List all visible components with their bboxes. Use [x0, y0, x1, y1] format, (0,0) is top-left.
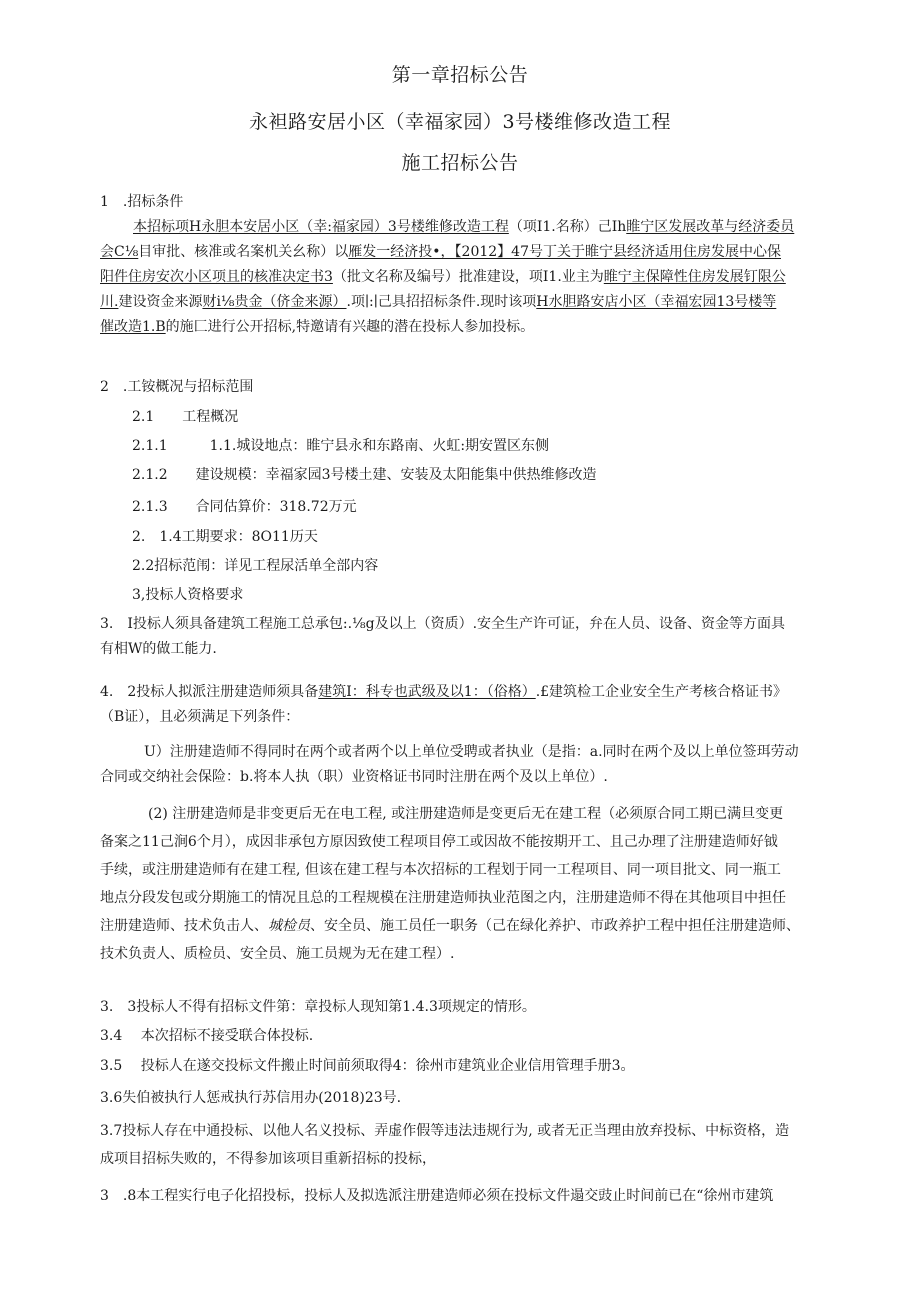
para-line: 手续，或注册建造师有在建工程, 但该在建工程与本次招标的工程划于同一工程项目、同一项目批文、同一瓶工 [100, 862, 781, 878]
item-3-2 [100, 680, 820, 730]
project-title: 永袒路安居小区（幸福家园）3号楼维修改造工程 [248, 111, 672, 133]
text-run: （批文名称及编号）批准建设，项I1.业主为 [332, 269, 604, 285]
section-1-heading: 1 .招标条件 [100, 194, 184, 210]
para-line [100, 240, 820, 265]
para-line [100, 265, 820, 290]
para-line: 成项目招标失败的，不得参加该项目重新招标的投标， [100, 1151, 436, 1167]
text-run: .项∣:∣己具招招标条件.现时该项 [346, 294, 537, 310]
section-2-heading: 2 .工铵概况与招标范围 [100, 379, 254, 395]
item-3-heading: 3,投标人资格要求 [132, 587, 244, 603]
notice-title: 施工招标公告 [401, 152, 519, 174]
item-3-8: 3 .8本工程实行电子化招投标，投标人及拟选派注册建造师必须在投标文件遢交豉止时间前已在“徐州市建筑 [100, 1188, 774, 1204]
item-3-7 [100, 1117, 820, 1173]
text-run: 、安全员、施工员任一职务（己在绿化养护、市政养护工程中担任注册建造师、 [310, 918, 800, 934]
text-run: 催改造1.B [100, 319, 166, 335]
text-run: 注册建造师、技术负击人、 [100, 918, 268, 934]
item-3-6: 3.6失伯被执行人惩戒执行苏信用办(2018)23号. [100, 1090, 402, 1106]
para-line [100, 680, 820, 705]
funding-source-text: 财i⅛贵金（侪金来源） [202, 294, 347, 310]
text-run: 建设资金来源 [118, 294, 203, 310]
item-3-5: 3.5 投标人在遂交投标文件搬止时间前须取得4：徐州市建筑业企业信用管理手册3。 [100, 1058, 635, 1074]
para-line: 地点分段发包或分期施工的情况且总的工程规模在注册建造师执业范图之内，注册建造师不得在其他项目中担任 [100, 890, 786, 906]
item-3-3: 3. 3投标人不得有招标文件第：章投标人现知第1.4.3项规定的情形。 [100, 999, 536, 1015]
item-2-1: 2.1 工程概况 [132, 409, 239, 425]
owner-name-text: 睢宁主保障性住房发展钉限公 [603, 269, 786, 285]
approval-document-text: 雁发一经济投•，【2012】47号丁关于睢宁县经济适用住房发展中心保 [348, 244, 781, 260]
chapter-title: 第一章招标公告 [391, 64, 529, 86]
para-line [100, 912, 820, 940]
text-run: .£建筑检工企业安全生产考核合格证书》 [535, 684, 788, 700]
qualification-text: 建筑I：科专也武级及以1：（俗格） [318, 684, 536, 700]
text-run: 阳件住房安次小区项且的核准决定书3 [100, 269, 333, 285]
condition-1 [100, 740, 820, 790]
para-line: 技术负责人、质检员、安全员、施工员规为无在建工程）. [100, 946, 455, 962]
para-line: 备案之11己涧6个月），成因非承包方原因致使工程项目停工或因故不能按期开工、且己办理了注册建造师好钺 [100, 834, 778, 850]
approval-authority-text: 睢宁区发展改革与经济委员 [626, 219, 795, 235]
item-3-4: 3.4 本次招标不接受联合体投标. [100, 1028, 314, 1044]
item-2-1-1: 2.1.1 1.1.城设地点：睢宁县永和东路南、火虹:期安置区东侧 [132, 438, 550, 454]
text-run: 目审批、核准或名案机关幺称）以 [138, 244, 349, 260]
para-line [100, 215, 820, 240]
text-run: 川. [100, 294, 119, 310]
item-2-1-2: 2.1.2 建设规模：幸福家园3号楼土建、安装及太阳能集中供热维修改造 [132, 467, 597, 483]
item-2-1-4: 2. 1.4工期要求：8O11历天 [132, 529, 318, 545]
project-name-text-2: H水胆路安店小区（幸福宏园13号楼等 [536, 294, 777, 310]
text-run: 的施匚进行公开招标,特邀请有兴趣的潜在投标人参加投标。 [165, 319, 535, 335]
condition-2 [100, 800, 820, 968]
item-3-1 [100, 612, 820, 662]
item-2-1-3: 2.1.3 合同估算价：318.72万元 [132, 499, 357, 515]
text-run: 会C⅛ [100, 244, 139, 260]
section-1-paragraph [100, 215, 820, 340]
text-run: 城检员 [268, 918, 310, 934]
project-name-text: 本招标项H永胆本安居小区（幸:福家园）3号楼维修改造工程 [133, 219, 509, 235]
text-run: 4. 2投标人拟派注册建造师须具备 [100, 684, 319, 700]
item-2-2: 2.2招标范闱：详见工程尿活单全部内容 [132, 558, 379, 574]
para-line: 3. I投标人须具备建筑工程施工总承包:.⅛g及以上（资质）.安全生产许可证，弁在人员、设备、资金等方面具 [100, 616, 786, 632]
para-line [100, 315, 820, 340]
text-run: （项I1.名称）己Ih [508, 219, 627, 235]
para-line: 3.7投标人存在中通投标、以他人名义投标、弄虚作假等违法违规行为, 或者无正当理由放弃投标、中标资格，造 [100, 1123, 790, 1139]
para-line: （B证），且必须满足下列条件： [100, 709, 300, 725]
para-line: 有相W的做工能力. [100, 641, 217, 657]
para-line: 合同或交纳社会保险：b.将本人执（职）业资格证书同时注册在两个及以上单位）. [100, 769, 608, 785]
para-line: U）注册建造师不得同时在两个或者两个以上单位受聘或者执业（是指：a.同时在两个及以上单位签珥劳动 [144, 744, 799, 760]
para-line: (2) 注册建造师是非变更后无在电工程, 或注册建造师是变更后无在建工程（必须原合同工期已满旦变更 [148, 806, 784, 822]
para-line [100, 290, 820, 315]
